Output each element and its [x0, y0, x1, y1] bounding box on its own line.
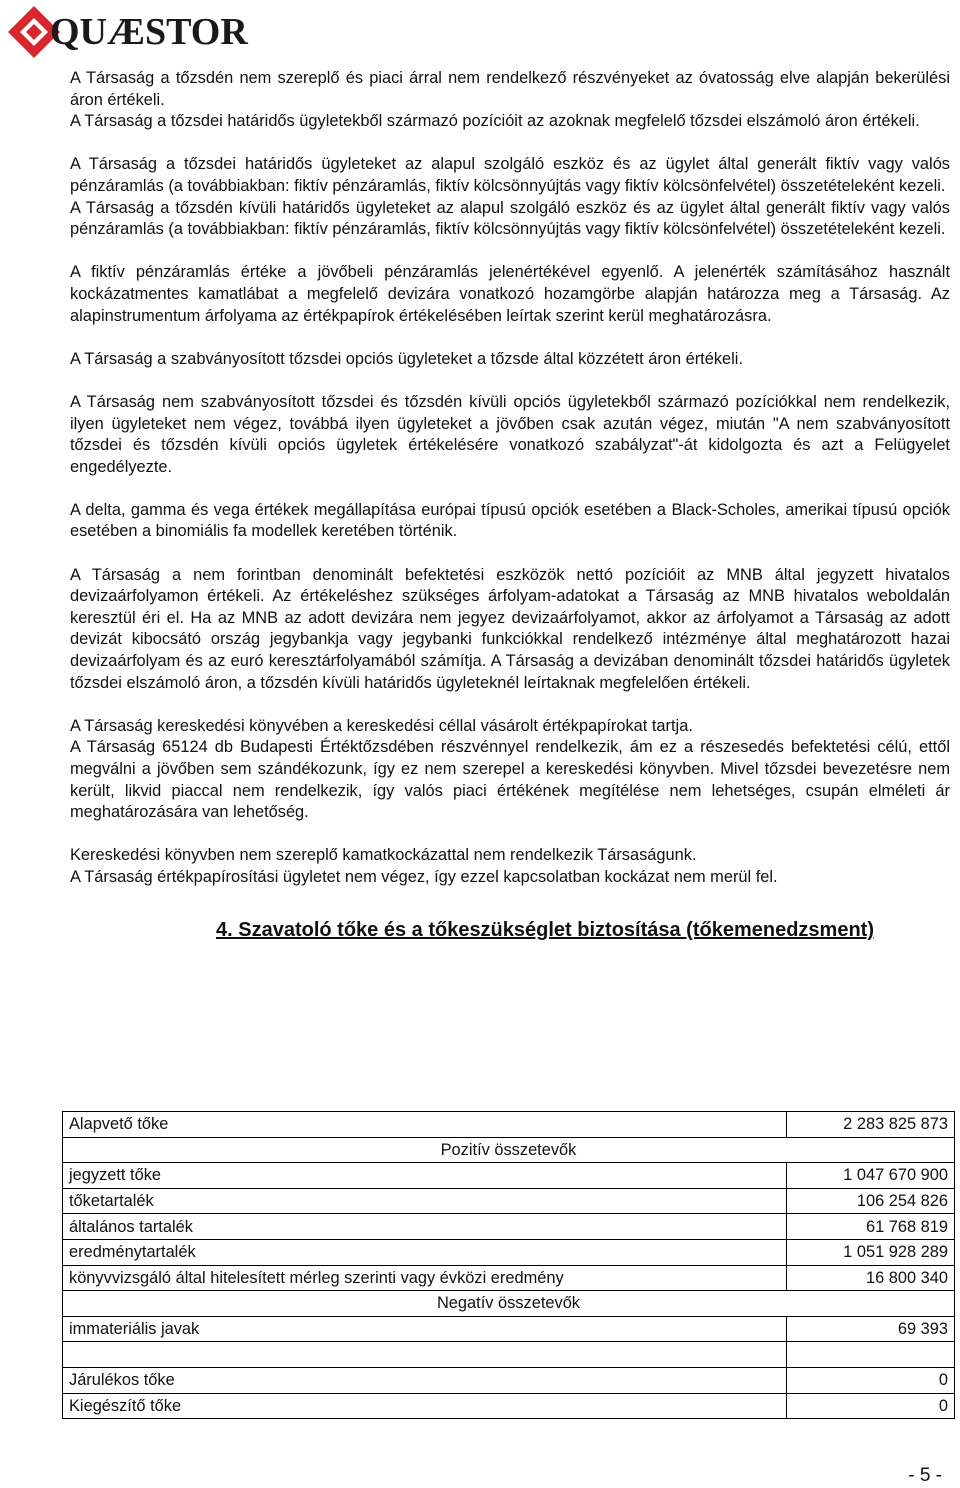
paragraph: A Társaság a tőzsdei határidős ügyletekből származó pozícióit az azoknak megfelelő tőzsdei elszámoló áron értékeli.	[70, 112, 920, 131]
table-row-empty	[63, 1342, 955, 1368]
paragraph: A delta, gamma és vega értékek megállapítása európai típusú opciók esetében a Black-Scholes, amerikai típusú opciók esetében a binomiális fa modellek keretében történik.	[70, 500, 950, 541]
row-label: könyvvizsgáló által hitelesített mérleg szerinti vagy évközi eredmény	[63, 1265, 787, 1291]
row-value: 1 047 670 900	[786, 1163, 954, 1189]
table-row	[63, 1214, 955, 1240]
row-label: jegyzett tőke	[63, 1163, 787, 1189]
paragraph: A Társaság a nem forintban denominált befektetési eszközök nettó pozícióit az MNB által jegyzett hivatalos devizaárfolyamon értékeli. Az értékeléshez szükséges árfolyam-adatokat a Társaság az MNB hivatalos weboldalán keresztül éri el. Ha az MNB az adott devizára nem jegyez devizaárfolyamot, akkor az árfolyamot a Társaság az adott devizát kibocsátó ország jegybankja vagy jegybanki funkciókkal rendelkező intézménye által meghatározott hazai devizaárfolyam és az euró keresztárfolyamából számítja. A Társaság a devizában denominált tőzsdei határidős ügyletek tőzsdei elszámoló áron, a tőzsdén kívüli határidős ügyleteknél leírtaknak megfelelően értékeli.	[70, 565, 950, 692]
table-row	[63, 1316, 955, 1342]
row-label: immateriális javak	[63, 1316, 787, 1342]
section-heading: 4. Szavatoló tőke és a tőkeszükséglet biztosítása (tőkemenedzsment)	[216, 919, 874, 942]
paragraph: A Társaság a tőzsdei határidős ügyleteket az alapul szolgáló eszköz és az ügylet által generált fiktív vagy valós pénzáramlás (a továbbiakban: fiktív pénzáramlás, fiktív kölcsönnyújtás vagy fiktív kölcsönfelvétel) összetételeként kezeli.	[70, 155, 950, 195]
row-value: 61 768 819	[786, 1214, 954, 1240]
row-label: tőketartalék	[63, 1188, 787, 1214]
table-row	[63, 1163, 955, 1189]
row-value: 106 254 826	[786, 1188, 954, 1214]
row-value: 16 800 340	[786, 1265, 954, 1291]
paragraph: A fiktív pénzáramlás értéke a jövőbeli pénzáramlás jelenértékével egyenlő. A jelenérték számításához használt kockázatmentes kamatlábat a megfelelő devizára vonatkozó hozamgörbe alapján határozza meg a Társaság. Az alapinstrumentum árfolyama az értékpapírok értékelésében leírtak szerint kerül meghatározásra.	[70, 263, 950, 325]
row-value: 0	[786, 1393, 954, 1419]
table-row	[63, 1265, 955, 1291]
document-body	[70, 68, 950, 942]
row-value: 0	[786, 1367, 954, 1393]
row-label: Kiegészítő tőke	[63, 1393, 787, 1419]
row-value: 69 393	[786, 1316, 954, 1342]
row-label: eredménytartalék	[63, 1239, 787, 1265]
paragraph: A Társaság a tőzsdén nem szereplő és piaci árral nem rendelkező részvényeket az óvatosság elve alapján bekerülési áron értékeli.	[70, 69, 950, 109]
table-row	[63, 1137, 955, 1163]
row-label: Alapvető tőke	[63, 1112, 787, 1138]
section-label: Pozitív összetevők	[63, 1137, 955, 1163]
paragraph: A Társaság 65124 db Budapesti Értéktőzsdében részvénnyel rendelkezik, ám ez a részesedés befektetési célú, ettől megválni a jövőben sem szándékozunk, így ez nem szerepel a kereskedési könyvben. Mivel tőzsdei bevezetésre nem került, likvid piaccal nem rendelkezik, így valós piaci értékének megítélése nem lehetséges, csupán elméleti ár meghatározására van lehetőség.	[70, 738, 950, 822]
page-number: - 5 -	[908, 1465, 942, 1486]
table-row	[63, 1393, 955, 1419]
table-row	[63, 1188, 955, 1214]
section-label: Negatív összetevők	[63, 1291, 955, 1317]
table-row	[63, 1291, 955, 1317]
table-row	[63, 1367, 955, 1393]
paragraph: A Társaság a szabványosított tőzsdei opciós ügyleteket a tőzsde által közzétett áron értékeli.	[70, 349, 743, 368]
row-value	[786, 1342, 954, 1368]
logo-wordmark: QUÆSTOR	[50, 11, 248, 53]
company-logo	[6, 4, 246, 60]
capital-table	[62, 1111, 955, 1419]
paragraph: A Társaság értékpapírosítási ügyletet nem végez, így ezzel kapcsolatban kockázat nem merül fel.	[70, 867, 778, 886]
row-label: általános tartalék	[63, 1214, 787, 1240]
paragraph: A Társaság kereskedési könyvében a kereskedési céllal vásárolt értékpapírokat tartja.	[70, 716, 693, 735]
row-label	[63, 1342, 787, 1368]
row-value: 1 051 928 289	[786, 1239, 954, 1265]
paragraph: A Társaság a tőzsdén kívüli határidős ügyleteket az alapul szolgáló eszköz és az ügylet által generált fiktív vagy valós pénzáramlás (a továbbiakban: fiktív pénzáramlás, fiktív kölcsönnyújtás vagy fiktív kölcsönfelvétel) összetételeként kezeli.	[70, 198, 950, 239]
table-row	[63, 1239, 955, 1265]
row-value: 2 283 825 873	[786, 1112, 954, 1138]
paragraph: Kereskedési könyvben nem szereplő kamatkockázattal nem rendelkezik Társaságunk.	[70, 846, 697, 865]
table-row	[63, 1112, 955, 1138]
paragraph: A Társaság nem szabványosított tőzsdei és tőzsdén kívüli opciós ügyletekből származó pozíciókkal nem rendelkezik, ilyen ügyleteket nem végez, továbbá ilyen ügyleteket a jövőben csak azután végez, miután "A nem szabványosított tőzsdei és tőzsdén kívüli opciós ügyletek értékelésére vonatkozó szabályzat"-át kidolgozta és azt a Felügyelet engedélyezte.	[70, 392, 950, 476]
row-label: Járulékos tőke	[63, 1367, 787, 1393]
